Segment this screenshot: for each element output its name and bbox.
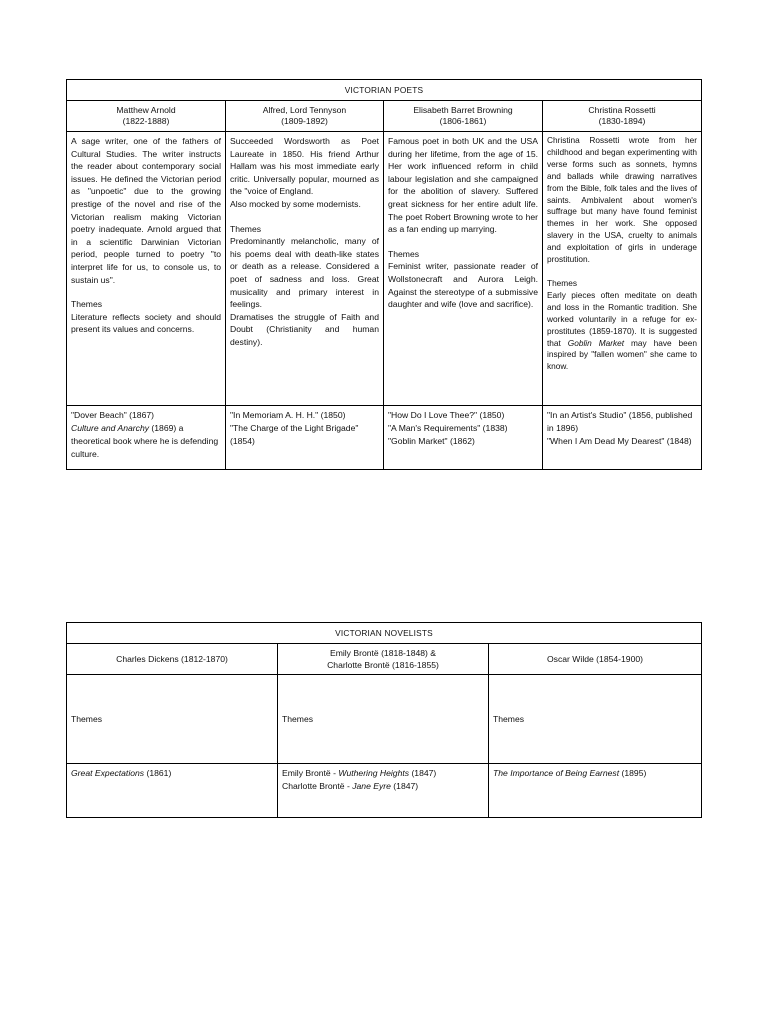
work-item <box>388 435 538 448</box>
work-detail: (1856, published in 1896) <box>547 410 693 433</box>
novelist-themes-wilde: Themes <box>489 675 702 764</box>
work-item <box>71 767 273 780</box>
poet-dates: (1822-1888) <box>122 116 170 126</box>
novelist-header-wilde <box>489 644 702 675</box>
work-title: The Importance of Being Earnest <box>493 768 620 778</box>
themes-label: Themes <box>71 299 103 310</box>
victorian-novelists-table <box>66 622 702 818</box>
work-title: "A Man's Requirements" <box>388 423 481 433</box>
novelist-name: Charles Dickens (1812-1870) <box>116 654 228 664</box>
work-item <box>282 780 484 793</box>
work-item <box>282 767 484 780</box>
novelist-works-wilde <box>489 764 702 818</box>
poet-dates: (1806-1861) <box>439 116 487 126</box>
work-item <box>71 409 221 422</box>
work-detail: (1847) <box>409 768 437 778</box>
poet-name: Christina Rossetti <box>588 105 656 115</box>
poet-dates: (1809-1892) <box>281 116 328 126</box>
themes-text <box>547 290 697 373</box>
work-detail: (1838) <box>480 423 508 433</box>
work-item <box>230 409 379 422</box>
work-item <box>547 409 697 435</box>
poet-works-tennyson <box>226 406 384 470</box>
novelist-works-dickens <box>67 764 278 818</box>
poet-bio-text-2: Also mocked by some modernists. <box>230 198 361 209</box>
poet-header-rossetti <box>543 101 702 132</box>
poet-bio-text: A sage writer, one of the fathers of Cultural Studies. The writer instructs the reader about contemporary social issues. He defined the Victorian period as "unpoetic" due to the growing prestige of the novel and rise of the Victorian realism making Victorian poetry inadequate. Arnold argued that in a scientific Darwinian Victorian period, people turned to poetry "to interpret life for us, to console us, to sustain us". <box>71 136 221 285</box>
work-title: Great Expectations <box>71 768 145 778</box>
themes-text-part: may have been inspired by "fallen women" she came to know. <box>547 337 698 372</box>
novelist-header-dickens <box>67 644 278 675</box>
poet-dates: (1830-1894) <box>598 116 646 126</box>
novelist-header-bronte <box>278 644 489 675</box>
poet-name: Matthew Arnold <box>116 105 176 115</box>
spacer <box>71 286 221 298</box>
novelist-name: Oscar Wilde (1854-1900) <box>547 654 644 664</box>
work-detail: (1861) <box>144 768 172 778</box>
novelist-themes-bronte: Themes <box>278 675 489 764</box>
work-detail: (1850) <box>477 410 505 420</box>
poet-bio-text: Famous poet in both UK and the USA during her lifetime, from the age of 15. Her work influenced reform in child labour legislation and she campaigned for the abolition of slavery. Suffered great sickness for her entire adult life. The poet Robert Browning wrote to her as a fan ending up marrying. <box>388 136 538 235</box>
themes-text: Predominantly melancholic, many of his poems deal with death-like states or death as a release. Considered a poet of sadness and loss. Great musicality and primary interest in feelings. <box>230 236 379 310</box>
poet-works-browning <box>384 406 543 470</box>
spacer <box>547 266 697 278</box>
themes-label: Themes <box>388 248 420 259</box>
poet-works-arnold <box>67 406 226 470</box>
work-detail: (1854) <box>230 436 255 446</box>
work-title: "In Memoriam A. H. H." <box>230 410 319 420</box>
work-title: "How Do I Love Thee?" <box>388 410 478 420</box>
work-title: Culture and Anarchy <box>71 423 150 433</box>
novelist-name: Emily Brontë (1818-1848) & <box>329 648 437 658</box>
poet-name: Elisabeth Barret Browning <box>413 105 513 115</box>
poet-bio-text: Christina Rossetti wrote from her childhood and began experimenting with verse forms such as sonnets, hymns and ballads while drawing narratives from the Bible, folk tales and the lives of saints. Ambivalent about women's suffrage but many have found feminist themes in her work. She opposed slavery in the USA, cruelty to animals and exploitation of girls in underage prostitution. <box>547 135 698 265</box>
work-item <box>388 422 538 435</box>
work-title: Wuthering Heights <box>338 768 410 778</box>
work-title: "The Charge of the Light Brigade" <box>230 423 359 433</box>
poet-name: Alfred, Lord Tennyson <box>262 105 347 115</box>
work-item <box>388 409 538 422</box>
themes-label: Themes <box>230 223 262 234</box>
poet-works-rossetti <box>543 406 702 470</box>
work-title: "When I Am Dead My Dearest" <box>547 436 665 446</box>
poet-header-arnold <box>67 101 226 132</box>
work-item <box>493 767 697 780</box>
poet-bio-rossetti <box>543 132 702 406</box>
work-detail: (1862) <box>447 436 475 446</box>
work-item <box>230 422 379 448</box>
novelists-table-title: VICTORIAN NOVELISTS <box>67 623 702 644</box>
poet-header-browning <box>384 101 543 132</box>
themes-text: Literature reflects society and should present its values and concerns. <box>71 311 221 335</box>
themes-italic-title: Goblin Market <box>567 337 625 348</box>
work-title: "Dover Beach" <box>71 410 127 420</box>
novelist-works-bronte <box>278 764 489 818</box>
spacer <box>230 211 379 223</box>
work-detail: (1847) <box>390 781 419 791</box>
victorian-poets-table <box>66 79 702 470</box>
poet-header-tennyson <box>226 101 384 132</box>
spacer <box>388 236 538 248</box>
work-title: "Goblin Market" <box>388 436 448 446</box>
work-item <box>71 422 221 461</box>
poet-bio-tennyson <box>226 132 384 406</box>
work-prefix: Emily Brontë - <box>282 768 339 778</box>
poets-table-title: VICTORIAN POETS <box>67 80 702 101</box>
work-detail: (1848) <box>664 436 692 446</box>
novelist-themes-dickens: Themes <box>67 675 278 764</box>
themes-text-part: Early pieces often meditate on death and loss in the Romantic tradition. She worked voluntarily in a refuge for ex-prostitutes (1859-1870). It is suggested that <box>547 289 698 348</box>
work-item <box>547 435 697 448</box>
themes-text: Feminist writer, passionate reader of Wollstonecraft and Aurora Leigh. Against the stereotype of a submissive daughter and wife (love and sacrifice). <box>388 261 538 310</box>
themes-label: Themes <box>547 277 577 288</box>
novelist-name-2: Charlotte Brontë (1816-1855) <box>327 660 439 670</box>
work-detail: (1867) <box>126 410 155 420</box>
work-detail: (1850) <box>318 410 346 420</box>
work-title: "In an Artist's Studio" <box>547 410 627 420</box>
poet-bio-browning <box>384 132 543 406</box>
poet-bio-text: Succeeded Wordsworth as Poet Laureate in 1850. His friend Arthur Hallam was his most immediate early critic. Universally popular, mourned as the "voice of England. <box>230 136 379 197</box>
work-detail: (1895) <box>619 768 647 778</box>
work-title: Jane Eyre <box>352 781 391 791</box>
work-detail: (1869) a theoretical book where he is defending culture. <box>71 423 219 459</box>
work-prefix: Charlotte Brontë - <box>282 781 353 791</box>
themes-text-2: Dramatises the struggle of Faith and Doubt (Christianity and human destiny). <box>230 311 379 347</box>
poet-bio-arnold <box>67 132 226 406</box>
